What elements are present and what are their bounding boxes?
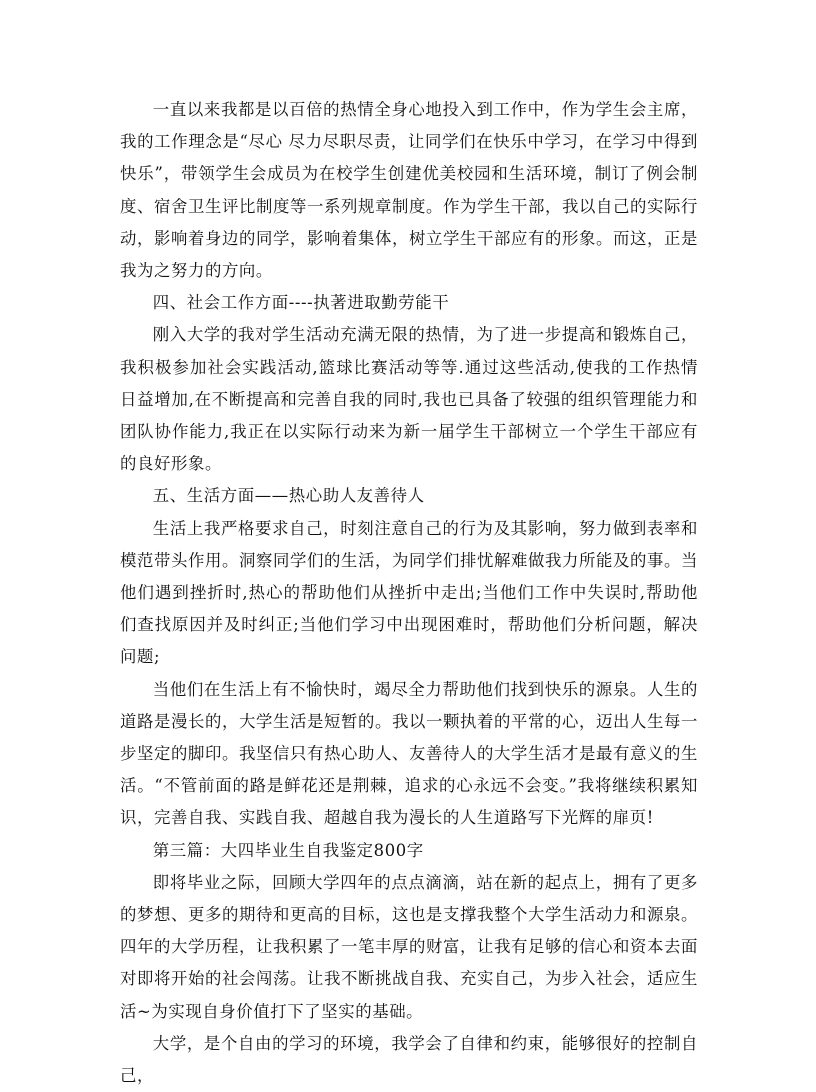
paragraph-university-freedom: 大学，是个自由的学习的环境，我学会了自律和约束，能够很好的控制自己， <box>120 1033 698 1086</box>
paragraph-life-strict: 生活上我严格要求自己，时刻注意自己的行为及其影响，努力做到表率和模范带头作用。洞察同学们的生活，为同学们排忧解难做我力所能及的事。当他们遇到挫折时,热心的帮助他们从挫折中走出;当他们工作中失误时,帮助他们查找原因并及时纠正;当他们学习中出现困难时，帮助他们分析问题，解决问题; <box>120 518 698 667</box>
paragraph-student-union-work: 一直以来我都是以百倍的热情全身心地投入到工作中，作为学生会主席，我的工作理念是“尽心 尽力尽职尽责，让同学们在快乐中学习，在学习中得到快乐”，带领学生会成员为在校学生创建优美校园和生活环境，制订了例会制度、宿舍卫生评比制度等一系列规章制度。作为学生干部，我以自己的实际行动，影响着身边的同学，影响着集体，树立学生干部应有的形象。而这，正是我为之努力的方向。 <box>120 100 698 281</box>
paragraph-graduation: 即将毕业之际，回顾大学四年的点点滴滴，站在新的起点上，拥有了更多的梦想、更多的期待和更高的目标，这也是支撑我整个大学生活动力和源泉。四年的大学历程，让我积累了一笔丰厚的财富，让我有足够的信心和资本去面对即将开始的社会闯荡。让我不断挑战自我、充实自己，为步入社会，适应生活~为实现自身价值打下了坚实的基础。 <box>120 872 698 1021</box>
section-heading-life: 五、生活方面——热心助人友善待人 <box>152 486 425 506</box>
document-body <box>120 94 698 1092</box>
paragraph-social-practice: 刚入大学的我对学生活动充满无限的热情，为了进一步提高和锻炼自己，我积极参加社会实践活动,篮球比赛活动等等.通过这些活动,使我的工作热情日益增加,在不断提高和完善自我的同时,我也已具备了较强的组织管理能力和团队协作能力,我正在以实际行动来为新一届学生干部树立一个学生干部应有的良好形象。 <box>120 325 698 474</box>
article-heading-third: 第三篇：大四毕业生自我鉴定800字 <box>152 840 424 860</box>
section-heading-social-work: 四、社会工作方面----执著进取勤劳能干 <box>152 293 450 313</box>
paragraph-life-help: 当他们在生活上有不愉快时，竭尽全力帮助他们找到快乐的源泉。人生的道路是漫长的，大学生活是短暂的。我以一颗执着的平常的心，迈出人生每一步坚定的脚印。我坚信只有热心助人、友善待人的大学生活才是最有意义的生活。“不管前面的路是鲜花还是荆棘，追求的心永远不会变。”我将继续积累知识，完善自我、实践自我、超越自我为漫长的人生道路写下光辉的扉页! <box>120 679 698 828</box>
